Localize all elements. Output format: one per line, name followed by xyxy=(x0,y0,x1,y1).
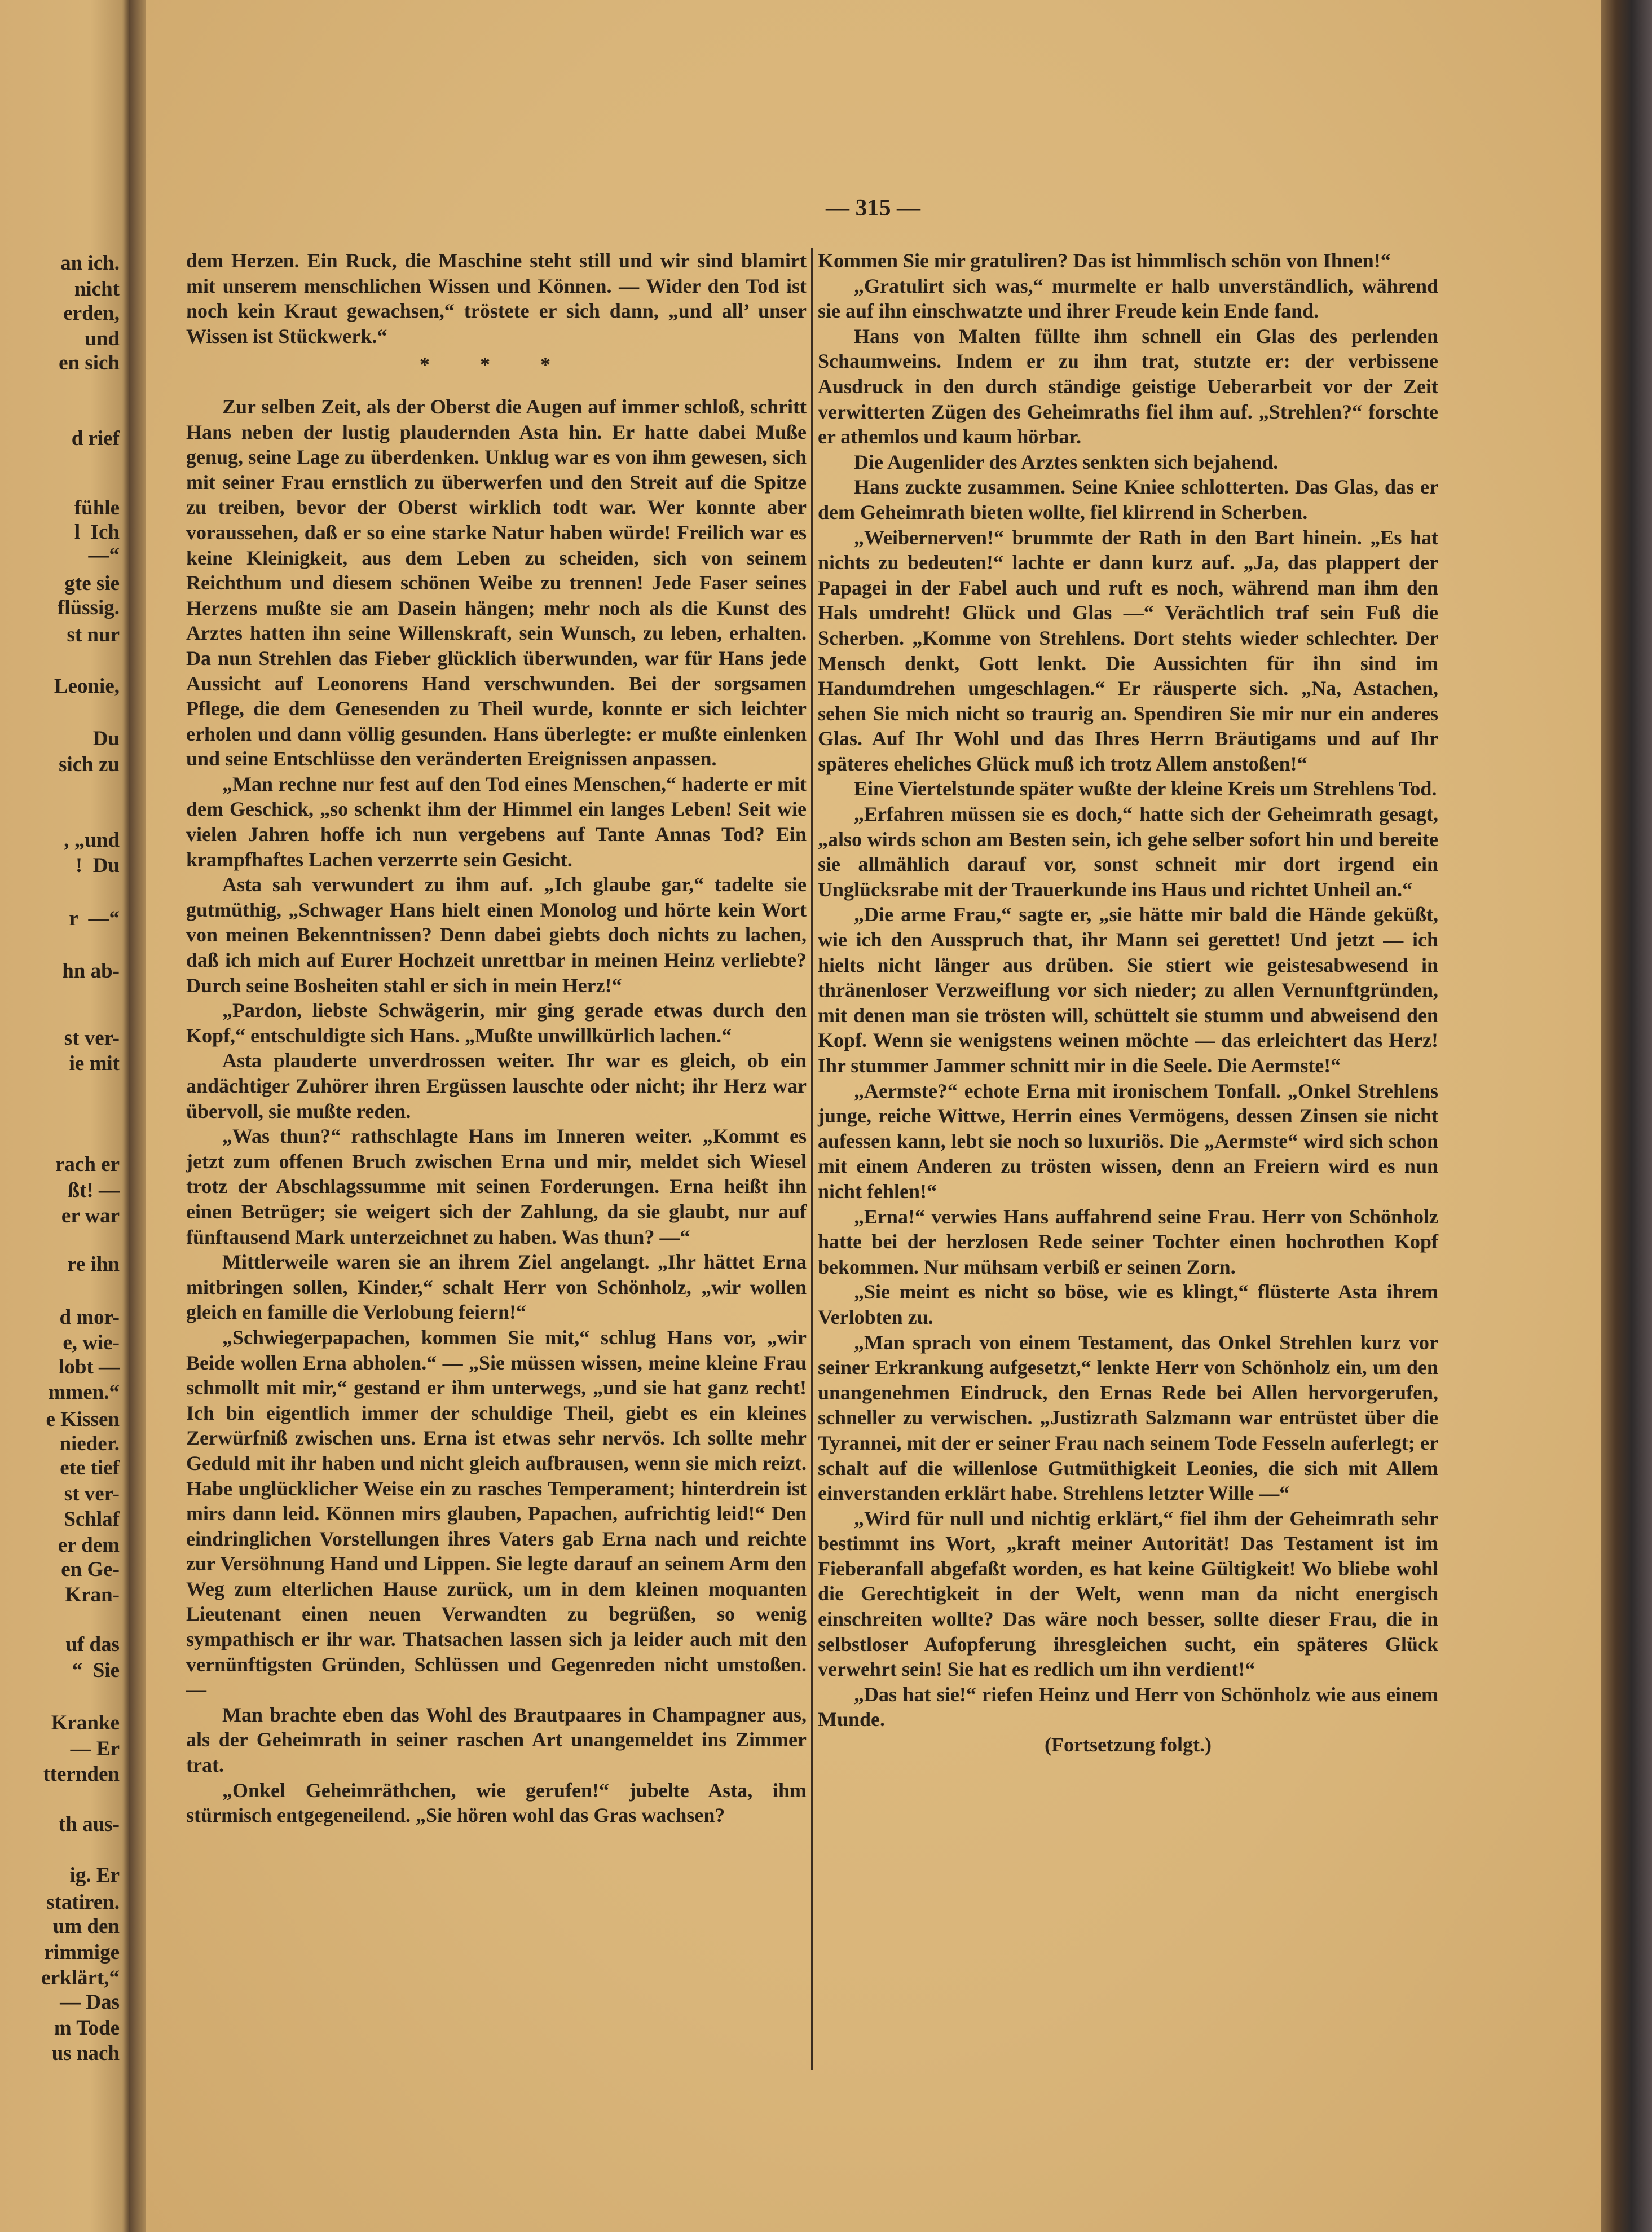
paragraph: „Weibernerven!“ brummte der Rath in den Bart hinein. „Es hat nichts zu bedeuten!“ lachte er dann kurz auf. „Ja, das plappert der Papagei in der Fabel auch und ruft es noch, während man ihm den Hals umdreht! Glück und Glas —“ Verächtlich traf sein Fuß die Scherben. „Komme von Strehlens. Dort stehts wieder schlechter. Der Mensch denkt, Gott lenkt. Die Aussichten für ihn sind im Handumdrehen umgeschlagen.“ Er räusperte sich. „Na, Astachen, sehen Sie mich nicht so traurig an. Spendiren Sie mir nur ein anderes Glas. Auf Ihr Wohl und das Ihres Herrn Bräutigams und auf Ihr späteres eheliches Glück muß ich trotz Allem anstoßen!“ xyxy=(818,526,1438,775)
left-page-text-fragment: — Er xyxy=(70,1737,120,1760)
paragraph: „Man sprach von einem Testament, das Onkel Strehlen kurz vor seiner Erkrankung aufgesetzt,“ lenkte Herr von Schönholz ein, um den unangenehmen Eindruck, den Ernas Rede bei Allen hervorgerufen, schneller zu verwischen. „Justizrath Salzmann war entrüstet über die Tyrannei, mit der er seiner Frau nach seinem Tode Fesseln auferlegt; er schalt auf die willenlose Gutmüthigkeit Leonies, die sich mit Allem einverstanden erklärt habe. Strehlens letzter Wille —“ xyxy=(818,1331,1438,1505)
paragraph: dem Herzen. Ein Ruck, die Maschine steht still und wir sind blamirt mit unserem menschlichen Wissen und Können. — Wider den Tod ist noch kein Kraut gewachsen,“ tröstete er sich dann, „und all’ unser Wissen ist Stückwerk.“ xyxy=(186,249,807,347)
paragraph: „Erfahren müssen sie es doch,“ hatte sich der Geheimrath gesagt, „also wirds schon am Besten sein, ich gehe selber sofort hin und bereite sie allmählich darauf vor, sonst schneit mir dort irgend ein Unglücksrabe mit der Trauerkunde ins Haus und richtet Unheil an.“ xyxy=(818,803,1438,901)
paragraph: Asta sah verwundert zu ihm auf. „Ich glaube gar,“ tadelte sie gutmüthig, „Schwager Hans hielt einen Monolog und hörte kein Wort von meinen Bekenntnissen? Denn dabei giebts doch nichts zu lachen, daß ich mich auf Eurer Hochzeit unrettbar in meinen Heinz verliebte? Durch seine Bosheiten stahl er sich in mein Herz!“ xyxy=(186,873,807,997)
book-gutter xyxy=(129,0,146,2232)
page xyxy=(146,0,1601,2232)
left-page-text-fragment: mmen.“ xyxy=(48,1381,120,1404)
left-page-text-fragment: gte sie xyxy=(64,572,120,595)
left-page-text-fragment: e, wie- xyxy=(63,1331,120,1354)
left-page-text-fragment: ! Du xyxy=(75,854,120,877)
paragraph: „Aermste?“ echote Erna mit ironischem Tonfall. „Onkel Strehlens junge, reiche Wittwe, Herrin eines Vermögens, dessen Zinsen sie nicht aufessen kann, lebt sie noch so luxuriös. Die „Aermste“ wird sich schon mit einem Anderen zu trösten wissen, denn an Freiern wird es nun nicht fehlen!“ xyxy=(818,1079,1438,1203)
left-page-text-fragment: , „und xyxy=(64,829,120,852)
left-page-text-fragment: an ich. xyxy=(60,252,120,275)
left-page-text-fragment: tternden xyxy=(43,1763,120,1786)
left-page-text-fragment: “ Sie xyxy=(72,1659,120,1682)
left-page-text-fragment: flüssig. xyxy=(57,596,120,619)
left-page-text-fragment: hn ab- xyxy=(62,959,120,983)
left-page-text-fragment: erden, xyxy=(63,302,120,325)
left-page-text-fragment: Schlaf xyxy=(64,1508,120,1531)
column-divider xyxy=(811,248,813,2070)
left-page-text-fragment: e Kissen xyxy=(46,1408,120,1431)
left-page-text-fragment: und xyxy=(85,327,120,350)
left-page-text-fragment: nicht xyxy=(74,278,120,301)
left-page-text-fragment: ßt! — xyxy=(68,1179,120,1202)
left-page-text-fragment: fühle xyxy=(74,496,120,520)
left-page-text-fragment: th aus- xyxy=(59,1813,120,1836)
left-page-text-fragment: d mor- xyxy=(59,1306,120,1329)
paragraph: Eine Viertelstunde später wußte der kleine Kreis um Strehlens Tod. xyxy=(854,777,1437,800)
paragraph: Hans von Malten füllte ihm schnell ein Glas des perlenden Schaumweins. Indem er zu ihm trat, stutzte er: der verbissene Ausdruck in den durch ständige geistige Ueberarbeit vor der Zeit verwitterten Zügen des Geheimraths fiel ihm auf. „Strehlen?“ forschte er athemlos und kaum hörbar. xyxy=(818,324,1438,448)
left-page-text-fragment: lobt — xyxy=(59,1355,120,1379)
paragraph: Zur selben Zeit, als der Oberst die Augen auf immer schloß, schritt Hans neben der lustig plaudernden Asta hin. Er hatte dabei Muße genug, seine Lage zu überdenken. Unklug war es von ihm gewesen, sich mit seiner Frau ernstlich zu überwerfen und den Streit auf die Spitze zu treiben, bevor der Oberst wirklich todt war. Wer konnte aber voraussehen, daß er so eine starke Natur haben würde! Freilich war es keine Kleinigkeit, aus dem Leben zu scheiden, sich von seinem Reichthum und diesem schönen Weibe zu trennen! Jede Faser seines Herzens mußte sie am Dasein hängen; mehr noch als die Kunst des Arztes hatten ihn seine Willenskraft, sein Wunsch, zu leben, erhalten. Da nun Strehlen das Fieber glücklich überwunden, war für Hans jede Aussicht auf Leonorens Hand verschwunden. Bei der sorgsamen Pflege, die dem Genesenden zu Theil wurde, konnte er sich leichter erholen und dann völlig gesunden. Hans überlegte: er mußte einlenken und seine Entschlüsse den veränderten Ereignissen anpassen. xyxy=(186,395,807,771)
paragraph: „Pardon, liebste Schwägerin, mir ging gerade etwas durch den Kopf,“ entschuldigte sich Hans. „Mußte unwillkürlich lachen.“ xyxy=(186,999,807,1047)
paragraph: Kommen Sie mir gratuliren? Das ist himmlisch schön von Ihnen!“ xyxy=(818,249,1391,272)
book-edge xyxy=(1601,0,1652,2232)
left-page-text-fragment: d rief xyxy=(71,427,120,450)
left-page-text-fragment: st ver- xyxy=(64,1027,120,1050)
paragraph: „Schwiegerpapachen, kommen Sie mit,“ schlug Hans vor, „wir Beide wollen Erna abholen.“ — „Sie müssen wissen, meine kleine Frau schmollt mit mir,“ gestand er ihm unterwegs, „und sie hat ganz recht! Ich bin eigentlich immer der schuldige Theil, giebt es ein kleines Zerwürfniß zwischen uns. Erna ist etwas sehr nervös. Ich sollte mehr Geduld mit ihr haben und nicht gleich aufbrausen, wenn sie mich reizt. Habe unglücklicher Weise ein zu rasches Temperament; hinterdrein ist mirs dann leid. Können mirs glauben, Papachen, aufrichtig leid!“ Den eindringlichen Vorstellungen ihres Vaters gab Erna nach und reichte zur Versöhnung Hand und Lippen. Sie legte darauf an seinem Arm den Weg zum elterlichen Hause zurück, um in dem kleinen moquanten Lieutenant einen neuen Verwandten zu begrüßen, so wenig sympathisch er ihr war. Thatsachen lassen sich ja leider auch mit den vernünftigsten Gründen, Schlüssen und Gegenreden nicht umstoßen. — xyxy=(186,1326,807,1701)
paragraph: „Erna!“ verwies Hans auffahrend seine Frau. Herr von Schönholz hatte bei der herzlosen Rede seiner Tochter einen hochrothen Kopf bekommen. Nur mühsam verbiß er seinen Zorn. xyxy=(818,1205,1438,1278)
paragraph: Mittlerweile waren sie an ihrem Ziel angelangt. „Ihr hättet Erna mitbringen sollen, Kinder,“ schalt Herr von Schönholz, „wir wollen gleich en famille die Verlobung feiern!“ xyxy=(186,1251,807,1324)
left-page-text-fragment: rimmige xyxy=(44,1941,120,1964)
left-page-text-fragment: rach er xyxy=(55,1153,120,1176)
left-page-text-fragment: en Ge- xyxy=(61,1558,120,1581)
paragraph: Man brachte eben das Wohl des Brautpaares in Champagner aus, als der Geheimrath in seiner raschen Art unangemeldet ins Zimmer trat. xyxy=(186,1703,807,1777)
left-page-text-fragment: — Das xyxy=(60,1991,120,2014)
left-page-text-fragment: ie mit xyxy=(69,1052,120,1075)
left-page-text-fragment: re ihn xyxy=(67,1253,120,1276)
right-text-column xyxy=(818,248,1438,2110)
paragraph: „Man rechne nur fest auf den Tod eines Menschen,“ haderte er mit dem Geschick, „so schenkt ihm der Himmel ein langes Leben! Seit wie vielen Jahren hoffe ich nun vergebens auf Tante Annas Tod? Ein krampfhaftes Lachen verzerrte sein Gesicht. xyxy=(186,772,807,871)
left-page-text-fragment: l Ich xyxy=(74,521,120,544)
left-page-text-fragment: Du xyxy=(92,727,120,750)
paragraph: „Gratulirt sich was,“ murmelte er halb unverständlich, während sie auf ihn einschwatzte und ihrer Freude kein Ende fand. xyxy=(818,274,1438,323)
left-page-text-fragment: Leonie, xyxy=(54,675,120,698)
left-page-text-fragment: statiren. xyxy=(46,1891,120,1914)
left-page-text-fragment: r —“ xyxy=(69,907,120,930)
left-page-text-fragment: er dem xyxy=(58,1534,120,1557)
left-page-text-fragment: en sich xyxy=(59,351,120,375)
paragraph: „Wird für null und nichtig erklärt,“ fiel ihm der Geheimrath sehr bestimmt ins Wort, „kraft meiner Autorität! Das Testament ist im Fieberanfall abgefaßt worden, es hat keine Gültigkeit! Wo bliebe wohl die Gerechtigkeit in der Welt, wenn man da nicht energisch einschreiten wollte? Das wäre noch besser, sollte dieser Frau, die in selbstloser Aufopferung ihresgleichen sucht, ein späteres Glück verwehrt sein! Sie hat es redlich um ihn verdient!“ xyxy=(818,1507,1438,1681)
paragraph: Hans zuckte zusammen. Seine Kniee schlotterten. Das Glas, das er dem Geheimrath bieten wollte, fiel klirrend in Scherben. xyxy=(818,476,1438,523)
paragraph: „Sie meint es nicht so böse, wie es klingt,“ flüsterte Asta ihrem Verlobten zu. xyxy=(818,1280,1438,1328)
left-page-text-fragment: er war xyxy=(61,1204,120,1227)
left-page-text-fragment: st nur xyxy=(67,623,120,646)
left-page-text-fragment: ete tief xyxy=(60,1456,120,1480)
left-page-text-fragment: st ver- xyxy=(64,1482,120,1505)
paragraph: „Onkel Geheimräthchen, wie gerufen!“ jubelte Asta, ihm stürmisch entgegeneilend. „Sie hören wohl das Gras wachsen? xyxy=(186,1778,807,1827)
left-page-text-fragment: —“ xyxy=(88,544,120,567)
left-page-text-fragment: ig. Er xyxy=(69,1864,120,1887)
previous-page-edge xyxy=(0,0,129,2232)
paragraph: Die Augenlider des Arztes senkten sich bejahend. xyxy=(854,450,1279,473)
left-page-text-fragment: us nach xyxy=(51,2042,120,2065)
left-page-text-fragment: Kranke xyxy=(51,1711,120,1734)
section-separator: * * * xyxy=(420,353,573,376)
paragraph: „Das hat sie!“ riefen Heinz und Herr von Schönholz wie aus einem Munde. xyxy=(818,1683,1438,1731)
left-page-text-fragment: erklärt,“ xyxy=(41,1966,120,1989)
paragraph: „Was thun?“ rathschlagte Hans im Inneren weiter. „Kommt es jetzt zum offenen Bruch zwischen Erna und mir, meldet sich Wiesel trotz der Abschlagssumme mit seinen Forderungen. Erna heißt ihn einen Betrüger; sie weigert sich der Zahlung, da sie glaubt, nur auf fünftausend Mark unterzeichnet zu haben. Was thun? —“ xyxy=(186,1125,807,1248)
left-page-text-fragment: uf das xyxy=(65,1633,120,1656)
left-page-text-fragment: Kran- xyxy=(65,1583,120,1606)
left-page-text-fragment: m Tode xyxy=(54,2017,120,2040)
left-text-column xyxy=(186,248,807,2110)
continuation-note: (Fortsetzung folgt.) xyxy=(1045,1733,1212,1756)
paragraph: „Die arme Frau,“ sagte er, „sie hätte mir bald die Hände geküßt, wie ich den Ausspruch that, ihr Mann sei gerettet! Und jetzt — ich hielts nicht länger aus drüben. Sie stiert wie geistesabwesend in thränenloser Verzweiflung vor sich nieder; zu allen Vernunftgründen, mit denen man sie trösten will, schüttelt sie stumm und abweisend den Kopf. Wenn sie wenigstens weinen möchte — das erleichtert das Herz! Ihr stummer Jammer schnitt mir in die Seele. Die Aermste!“ xyxy=(818,903,1438,1077)
paragraph: Asta plauderte unverdrossen weiter. Ihr war es gleich, ob ein andächtiger Zuhörer ihren Ergüssen lauschte oder nicht; ihr Herz war übervoll, sie mußte reden. xyxy=(186,1049,807,1122)
left-page-text-fragment: nieder. xyxy=(59,1432,120,1455)
left-page-text-fragment: um den xyxy=(52,1915,120,1938)
left-page-text-fragment: sich zu xyxy=(59,753,120,776)
page-number: — 315 — xyxy=(826,195,920,221)
